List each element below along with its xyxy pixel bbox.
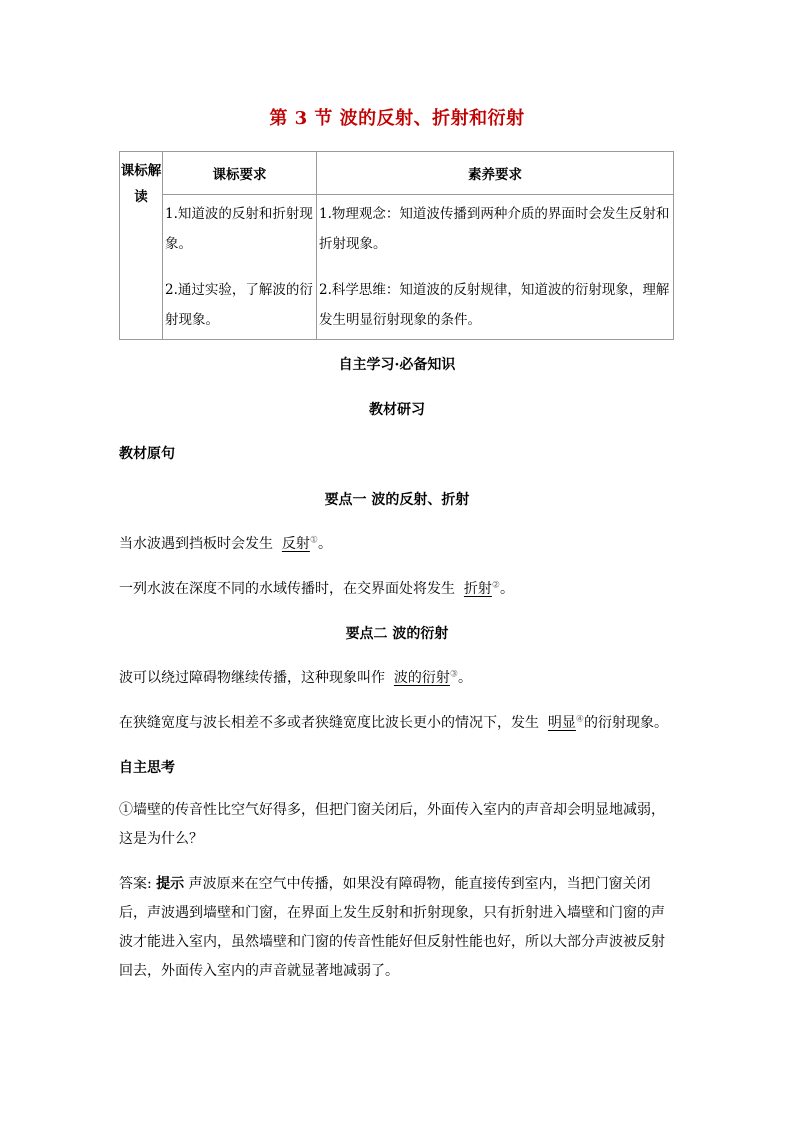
table-col1-header: 课标要求 — [163, 152, 317, 195]
footnote-mark: ④ — [575, 714, 584, 725]
answer-label: 答案: — [119, 876, 152, 892]
curriculum-table — [119, 151, 674, 340]
answer-text — [119, 870, 675, 986]
hint-label: 提示 — [156, 876, 185, 892]
sentence-diffraction: 波可以绕过障碍物继续传播，这种现象叫作 波的衍射③。 — [119, 669, 472, 686]
sentence-refraction: 一列水波在深度不同的水域传播时，在交界面处将发生 折射②。 — [119, 580, 514, 597]
sentence-diffraction-condition: 在狭缝宽度与波长相差不多或者狭缝宽度比波长更小的情况下，发生 明显④的衍射现象。 — [119, 714, 668, 731]
footnote-mark: ② — [491, 580, 500, 591]
sentence-reflection: 当水波遇到挡板时会发生 反射①。 — [119, 535, 332, 552]
original-sentences-heading: 教材原句 — [119, 446, 175, 462]
requirement-item: 1.知道波的反射和折射现象。 — [165, 206, 313, 252]
table-row-header: 课标解读 — [120, 152, 163, 340]
point2-heading: 要点二 波的衍射 — [345, 626, 449, 642]
table-cell-requirements — [163, 195, 317, 340]
footnote-mark: ① — [309, 535, 318, 546]
requirement-item: 2.通过实验，了解波的衍射现象。 — [165, 282, 313, 328]
answer-blank: 波的衍射 — [393, 670, 450, 686]
section-heading: 自主学习·必备知识 — [338, 357, 456, 373]
footnote-mark: ③ — [449, 669, 458, 680]
answer-blank: 明显 — [547, 715, 576, 731]
subsection-heading: 教材研习 — [369, 402, 425, 418]
competency-item: 1.物理观念：知道波传播到两种介质的界面时会发生反射和折射现象。 — [319, 206, 670, 252]
table-cell-competencies — [317, 195, 674, 340]
question-text: ①墙壁的传音性比空气好得多，但把门窗关闭后，外面传入室内的声音却会明显地减弱，这是为什么？ — [119, 802, 665, 847]
answer-body: 声波原来在空气中传播，如果没有障碍物，能直接传到室内，当把门窗关闭后，声波遇到墙壁和门窗，在界面上发生反射和折射现象，只有折射进入墙壁和门窗的声波才能进入室内，虽然墙壁和门窗的传音性能好但反射性能也好，所以大部分声波被反射回去，外面传入室内的声音就显著地减弱了。 — [119, 876, 665, 979]
thinking-heading: 自主思考 — [119, 760, 175, 776]
page-title: 第 3 节 波的反射、折射和衍射 — [269, 108, 525, 129]
point1-heading: 要点一 波的反射、折射 — [324, 492, 470, 508]
answer-blank: 折射 — [463, 581, 492, 597]
answer-blank: 反射 — [281, 536, 310, 552]
table-col2-header: 素养要求 — [317, 152, 674, 195]
competency-item: 2.科学思维：知道波的反射规律，知道波的衍射现象，理解发生明显衍射现象的条件。 — [319, 282, 670, 328]
